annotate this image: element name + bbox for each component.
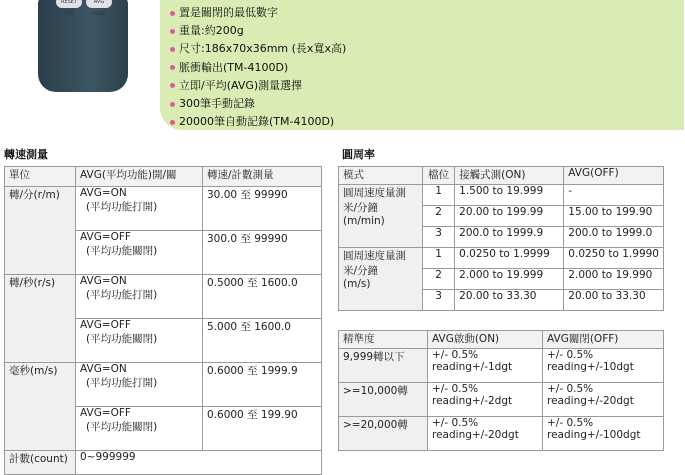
feature-item: 20000筆自動記錄(TM-4100D) [170,113,346,131]
feature-item: 立即/平均(AVG)測量選擇 [170,77,346,95]
header-unit: 單位 [5,167,76,187]
table-row [5,187,322,231]
table-row: 圓周速度量測 米/分鐘 (m/s) 1 0.0250 to 1.9999 0.0250 to 1.9990 [339,248,664,269]
reset-button-graphic: RESET CLR [56,0,82,8]
feature-item: 脈衝輸出(TM-4100D) [170,59,346,77]
bullet-icon [170,11,175,16]
range-cell: 0.6000 至 199.90 [203,407,322,451]
range-cell: 0~999999 [76,451,322,475]
feature-item: 尺寸:186x70x36mm (長x寬x高) [170,40,346,58]
feature-list [170,4,346,131]
table-row [5,363,322,407]
header-mode: 模式 [339,167,423,185]
header-range: 轉速/計數測量 [203,167,322,187]
bullet-icon [170,102,175,107]
header-avg-off: AVG(OFF) [564,167,664,185]
feature-item: 置是關閉的最低數字 [170,4,346,22]
speed-table [4,166,322,475]
header-avg: AVG(平均功能)開/關 [76,167,203,187]
avg-cell: AVG=OFF (平均功能關閉) [76,407,203,451]
table-row [5,451,322,475]
avg-cell: AVG=ON (平均功能打開) [76,187,203,231]
unit-cell: 毫秒(m/s) [5,363,76,451]
range-cell: 0.6000 至 1999.9 [203,363,322,407]
range-cell: 0.5000 至 1600.0 [203,275,322,319]
header-contact: 接觸式測(ON) [455,167,564,185]
table-row: >=10,000轉 +/- 0.5% reading+/-2dgt +/- 0.5% reading+/-20dgt [339,383,664,417]
unit-cell: 計數(count) [5,451,76,475]
avg-cell: AVG=ON (平均功能打開) [76,275,203,319]
bullet-icon [170,47,175,52]
circ-section-title: 圓周率 [342,148,375,161]
header-avg-on: AVG啟動(ON) [428,331,543,349]
circ-table [338,166,664,311]
range-cell: 300.0 至 99990 [203,231,322,275]
avg-cell: AVG=ON (平均功能打開) [76,363,203,407]
bullet-icon [170,120,175,125]
table-row: >=20,000轉 +/- 0.5% reading+/-20dgt +/- 0.5% reading+/-100dgt [339,417,664,451]
feature-panel [160,0,684,130]
feature-item: 300筆手動記錄 [170,95,346,113]
device-image [38,0,128,92]
header-accuracy: 精準度 [339,331,428,349]
bullet-icon [170,29,175,34]
bullet-icon [170,83,175,88]
header-avg-off: AVG關閉(OFF) [543,331,664,349]
range-cell: 30.00 至 99990 [203,187,322,231]
table-row [5,275,322,319]
accuracy-table [338,330,664,451]
table-row: 9,999轉以下 +/- 0.5% reading+/-1dgt +/- 0.5% reading+/-10dgt [339,349,664,383]
unit-cell: 轉/秒(r/s) [5,275,76,363]
table-row: 3 20.00 to 33.30 20.00 to 33.30 [339,290,664,311]
avg-cell: AVG=OFF (平均功能關閉) [76,231,203,275]
table-row: 圓周速度量測 米/分鐘 (m/min) 1 1.500 to 19.999 - [339,185,664,206]
speed-section-title: 轉速測量 [4,148,48,161]
range-cell: 5.000 至 1600.0 [203,319,322,363]
mode-cell: 圓周速度量測 米/分鐘 (m/s) [339,248,423,311]
avg-button-graphic: AVG HOLD [86,0,112,8]
feature-item: 重量:約200g [170,22,346,40]
bullet-icon [170,65,175,70]
header-range-step: 檔位 [423,167,455,185]
table-row: 2 20.00 to 199.99 15.00 to 199.90 [339,206,664,227]
avg-cell: AVG=OFF (平均功能關閉) [76,319,203,363]
table-row: 2 2.000 to 19.999 2.000 to 19.990 [339,269,664,290]
mode-cell: 圓周速度量測 米/分鐘 (m/min) [339,185,423,248]
unit-cell: 轉/分(r/m) [5,187,76,275]
table-row: 3 200.0 to 1999.9 200.0 to 1999.0 [339,227,664,248]
